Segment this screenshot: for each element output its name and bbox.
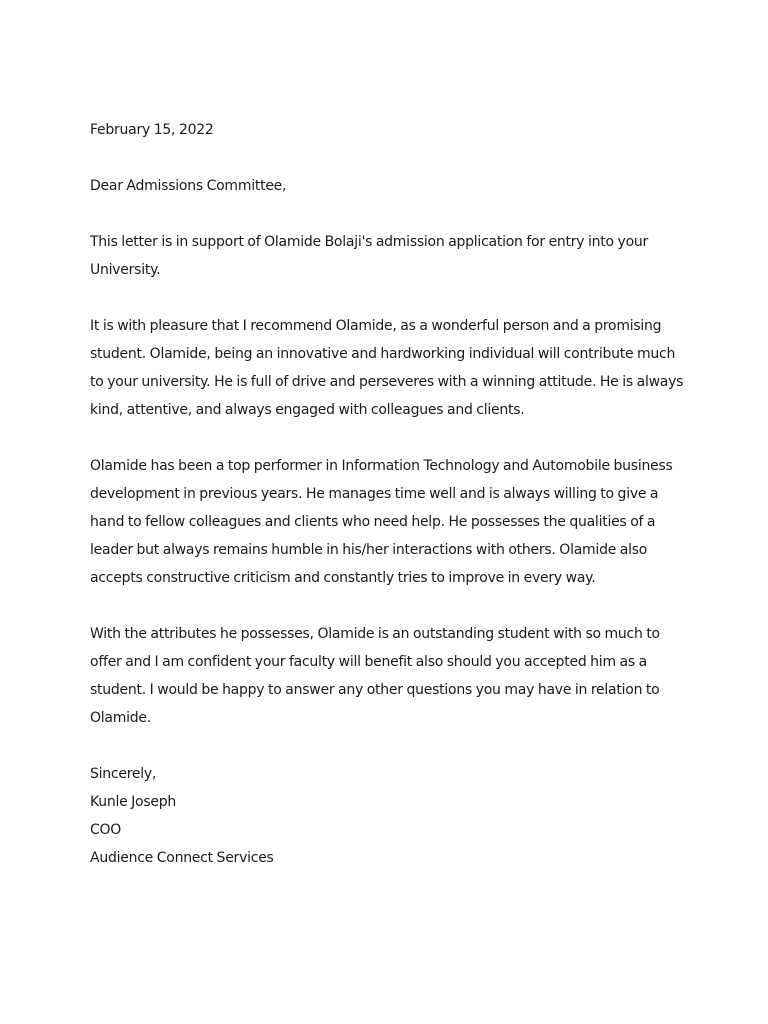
paragraph-line: hand to fellow colleagues and clients who need help. He possesses the qualities of a: [90, 514, 656, 530]
paragraph-line: accepts constructive criticism and constantly tries to improve in every way.: [90, 570, 596, 586]
signer-name: Kunle Joseph: [90, 794, 177, 810]
paragraph-line: to your university. He is full of drive and perseveres with a winning attitude. He is always: [90, 374, 684, 390]
paragraph-1: [90, 228, 682, 284]
letter-date: February 15, 2022: [90, 122, 214, 138]
paragraph-line: offer and I am confident your faculty will benefit also should you accepted him as a: [90, 654, 647, 670]
paragraph-4: [90, 620, 682, 732]
paragraph-line: kind, attentive, and always engaged with colleagues and clients.: [90, 402, 525, 418]
signer-title: COO: [90, 822, 122, 838]
paragraph-line: student. Olamide, being an innovative and hardworking individual will contribute much: [90, 346, 676, 362]
letter-salutation-block: [90, 172, 682, 200]
paragraph-line: development in previous years. He manages time well and is always willing to give a: [90, 486, 659, 502]
closing: Sincerely,: [90, 766, 157, 782]
paragraph-line: With the attributes he possesses, Olamide is an outstanding student with so much to: [90, 626, 660, 642]
recommendation-letter: [90, 116, 682, 872]
signature-block: [90, 760, 682, 872]
signer-company: Audience Connect Services: [90, 850, 274, 866]
paragraph-line: Olamide has been a top performer in Information Technology and Automobile business: [90, 458, 673, 474]
paragraph-line: This letter is in support of Olamide Bolaji's admission application for entry into your: [90, 234, 649, 250]
paragraph-line: University.: [90, 262, 161, 278]
paragraph-line: leader but always remains humble in his/her interactions with others. Olamide also: [90, 542, 648, 558]
paragraph-line: student. I would be happy to answer any other questions you may have in relation to: [90, 682, 660, 698]
paragraph-line: It is with pleasure that I recommend Olamide, as a wonderful person and a promising: [90, 318, 662, 334]
letter-date-block: [90, 116, 682, 144]
paragraph-3: [90, 452, 682, 592]
paragraph-line: Olamide.: [90, 710, 151, 726]
paragraph-2: [90, 312, 682, 424]
letter-salutation: Dear Admissions Committee,: [90, 178, 287, 194]
